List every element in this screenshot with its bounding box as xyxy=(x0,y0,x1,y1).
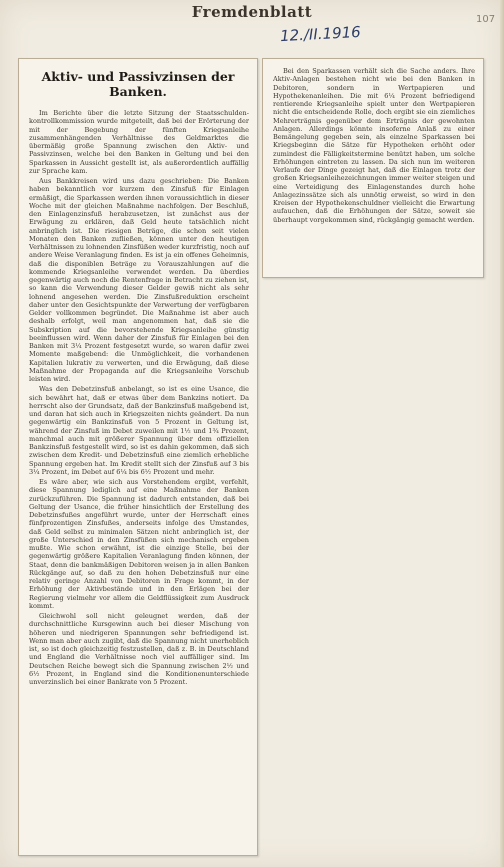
article-body-left xyxy=(19,109,257,686)
article-body-right xyxy=(263,59,483,224)
paragraph: Aus Bankkreisen wird uns dazu geschrieben: Die Banken haben bekanntlich vor kurzem den Zinsfuß für Einlagen ermäßigt, die Sparkassen werden ihnen voraussichtlich in dieser Woche mit der gleichen Maßnahme nachfolgen. Der Beschluß, den Einlagenzinsfuß herabzusetzen, ist zunächst aus der Erwägung zu erklären, daß Geld heute tatsächlich nicht anbringlich ist. Die riesigen Beträge, die schon seit vielen Monaten den Banken zufließen, können unter den heutigen Verhältnissen zu lohnenden Zinsfüßen weder kurzfristig, noch auf andere Weise Veranlagung finden. Es ist ja ein offenes Geheimnis, daß die disponiblen Beträge zu Vorauszahlungen auf die kommende Kriegsanleihe verwendet werden. Da überdies gegenwärtig auch noch die Rentenfrage in Betracht zu ziehen ist, so kann die Verwendung dieser Gelder gewiß nicht als sehr lohnend angesehen werden. Die Zinsfußreduktion erscheint daher unter den Gesichtspunkte der Verwertung der verfügbaren Gelder vollkommen begründet. Die Maßnahme ist aber auch deshalb erfolgt, weil man angenommen hat, daß sie die Subskription auf die bevorstehende Kriegsanleihe günstig beeinflussen wird. Wenn daher der Zinsfuß für Einlagen bei den Banken mit 3¼ Prozent festgesetzt wurde, so waren dafür zwei Momente maßgebend: die Unmöglichkeit, die vorhandenen Kapitalien lukrativ zu verwerten, und die Erwägung, daß diese Maßnahme der Propaganda auf die Kriegsanleihe Vorschub leisten wird. xyxy=(29,177,249,383)
archive-number: 107 xyxy=(476,14,496,25)
paragraph: Im Berichte über die letzte Sitzung der Staatsschulden-kontrollkommission wurde mitgeteilt, daß bei der Erörterung der mit der Begebung der fünften Kriegsanleihe zusammenhängenden Verhältnisse des Geldmarktes die übermäßig große Spannung zwischen den Aktiv- und Passivzinsen, welche bei den Banken in Geltung und bei den Sparkassen in Aussicht gestellt ist, als außerordentlich auffällig zur Sprache kam. xyxy=(29,109,249,175)
paragraph: Gleichwohl soll nicht geleugnet werden, daß der durchschnittliche Kursgewinn auch bei dieser Mischung von höheren und niedrigeren Spannungen sehr befriedigend ist. Wenn man aber auch zugibt, daß die Spannung nicht unerheblich ist, so ist doch gleichzeitig festzustellen, daß z. B. in Deutschland und England die Verhältnisse noch viel auffälliger sind. Im Deutschen Reiche bewegt sich die Spannung zwischen 2½ und 6½ Prozent, in England sind die Konditionenunterschiede unverzinslich bei einer Bankrate von 5 Prozent. xyxy=(29,612,249,686)
newspaper-masthead: Fremdenblatt xyxy=(191,3,313,21)
handwritten-date: 12./II.1916 xyxy=(279,22,362,46)
paragraph: Es wäre aber, wie sich aus Vorstehendem ergibt, verfehlt, diese Spannung lediglich auf eine Maßnahme der Banken zurückzuführen. Die Spannung ist dadurch entstanden, daß bei Geltung der Usance, die früher hinsichtlich der Erstellung des Debetzinsfußes angeführt wurde, unter der Herrschaft eines fünfprozentigen Zinsfußes, anderseits infolge des Umstandes, daß Geld selbst zu minimalen Sätzen nicht anbringlich ist, der große Unterschied in den Zinsfüßen sich mechanisch ergeben mußte. Wie schon erwähnt, ist die einzige Stelle, bei der gegenwärtig größere Kapitalien Veranlagung finden können, der Staat, denn die bankmäßigen Debitoren weisen ja in allen Banken Rückgänge auf, so daß zu den hohen Debetzinsfuß nur eine relativ geringe Anzahl von Debitoren in Frage kommt, in der Erhöhung der Aktivbestände und in den Erlägen bei der Regierung vielmehr vor allem die Geldflüssigkeit zum Ausdruck kommt. xyxy=(29,478,249,610)
clipping-left-column xyxy=(18,58,258,856)
clipping-right-column xyxy=(262,58,484,278)
article-headline: Aktiv- und Passivzinsen der Banken. xyxy=(41,69,235,99)
page-edge xyxy=(500,0,504,867)
paragraph: Bei den Sparkassen verhält sich die Sache anders. Ihre Aktiv-Anlagen bestehen nicht wie bei den Banken in Debitoren, sondern in Wertpapieren und Hypothekenanleihen. Die mit 6¼ Prozent befriedigend rentierende Kriegsanleihe spielt unter den Wertpapieren nicht die entscheidende Rolle, doch ergibt sie ein ziemliches Mehrerträgnis gegenüber dem Erträgnis der gewohnten Anlagen. Allerdings könnte insoferne Anlaß zu einer Bemängelung gegeben sein, als einzelne Sparkassen bei Kriegsbeginn die Sätze für Hypotheken erhöht oder zumindest die Fälligkeitstermine benützt haben, um solche Erhöhungen eintreten zu lassen. Da sich nun im weiteren Verlaufe der Dinge gezeigt hat, daß die Einlagen trotz der großen Kriegsanleihezeichnungen immer weiter steigen und eine Verteidigung des Einlagenstandes durch hohe Anlagezinssätze sich als unnötig erweist, so wird in den Kreisen der Hypothekenschuldner vielleicht die Erwartung aufauchen, daß die Erhöhungen der Sätze, soweit sie überhaupt vorgekommen sind, rückgängig gemacht werden. xyxy=(273,67,475,224)
paragraph: Was den Debetzinsfuß anbelangt, so ist es eine Usance, die sich bewährt hat, daß er etwas über dem Bankzins notiert. Da herrscht also der Grundsatz, daß der Bankzinsfuß maßgebend ist, und daran hat sich auch in Kriegszeiten nichts geändert. Da nun gegenwärtig ein Bankzinsfuß von 5 Prozent in Geltung ist, während der Zinsfuß im Debet zuweilen mit 1½ und 1¾ Prozent, manchmal auch mit größerer Spannung über dem offiziellen Bankzinsfuß festgestellt wird, so ist es dahin gekommen, daß sich zwischen dem Kredit- und Debetzinsfuß eine ziemlich erhebliche Spannung ergeben hat. Im Kredit stellt sich der Zinsfuß auf 3 bis 3¼ Prozent, im Debet auf 6¼ bis 6½ Prozent und mehr. xyxy=(29,385,249,476)
